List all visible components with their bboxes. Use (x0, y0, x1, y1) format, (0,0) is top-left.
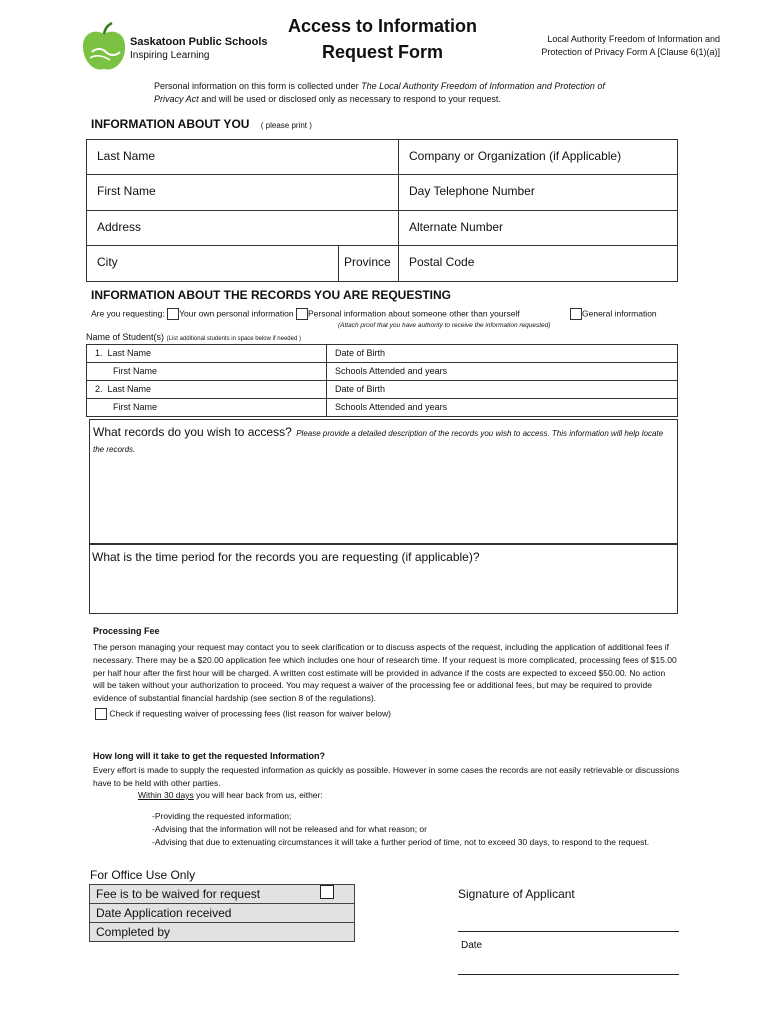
student2-dob-field[interactable]: Date of Birth (327, 381, 678, 399)
apple-logo-icon (80, 22, 128, 74)
alt-number-field[interactable]: Alternate Number (399, 211, 678, 246)
completed-by-row: Completed by (90, 923, 355, 942)
processing-fee-text: The person managing your request may contact you to seek clarification or to discuss aspects of the request, including the application of additional fees if necessary. There may be a $20.00 application fee which includes one hour of research time. If your request is more complicated, processing fees of $15.00 per half hour after the first hour will be charged. A written cost estimate will be provided in advance if the costs are expected to exceed $50.00. No action will be taken without your authorization to proceed. You may request a waiver of the processing fee or additional fees, but may be required to provide evidence of substantial financial hardship (see section 8 of the regulations). (93, 642, 677, 704)
student2-last-name-field[interactable]: 2. Last Name (87, 381, 327, 399)
postal-code-field[interactable]: Postal Code (399, 246, 678, 282)
province-field[interactable]: Province (339, 246, 399, 282)
attach-proof-note: (Attach proof that you have authority to receive the information requested) (338, 322, 551, 329)
office-use-table (89, 884, 355, 942)
general-info-checkbox[interactable] (570, 308, 582, 320)
general-info-option: General information (570, 308, 657, 320)
signature-label: Signature of Applicant (458, 887, 575, 901)
student1-last-name-field[interactable]: 1. Last Name (87, 345, 327, 363)
fee-waiver-option: Check if requesting waiver of processing fees (list reason for waiver below) (95, 708, 391, 720)
students-table (86, 344, 678, 417)
last-name-field[interactable]: Last Name (87, 140, 399, 175)
city-field[interactable]: City (87, 246, 339, 282)
records-description-box[interactable]: What records do you wish to access? Please provide a detailed description of the records you wish to access. This information will help locate the records. (89, 419, 678, 544)
requesting-options: Are you requesting: Your own personal information Personal information about someone other than yourself (91, 308, 520, 319)
processing-fee-heading: Processing Fee (93, 626, 160, 636)
student2-schools-field[interactable]: Schools Attended and years (327, 399, 678, 417)
other-info-checkbox[interactable] (296, 308, 308, 320)
section-heading-applicant: INFORMATION ABOUT YOU ( please print ) (91, 117, 312, 131)
first-name-field[interactable]: First Name (87, 175, 399, 211)
page-title: Access to Information Request Form (287, 16, 478, 62)
applicant-table (86, 139, 678, 282)
students-label: Name of Student(s) (List additional students in space below if needed ) (86, 332, 301, 342)
student1-schools-field[interactable]: Schools Attended and years (327, 363, 678, 381)
date-line[interactable] (458, 974, 679, 975)
student2-first-name-field[interactable]: First Name (87, 399, 327, 417)
privacy-notice: Personal information on this form is collected under The Local Authority Freedom of Information and Protection of Privacy Act and will be used or disclosed only as necessary to respond to your request. (154, 81, 605, 104)
school-logo (80, 22, 260, 74)
time-period-box[interactable]: What is the time period for the records you are requesting (if applicable)? (89, 544, 678, 614)
fee-waived-row: Fee is to be waived for request (90, 885, 355, 904)
signature-line[interactable] (458, 931, 679, 932)
section-heading-records: INFORMATION ABOUT THE RECORDS YOU ARE REQUESTING (91, 288, 452, 302)
company-field[interactable]: Company or Organization (if Applicable) (399, 140, 678, 175)
own-info-checkbox[interactable] (167, 308, 179, 320)
within-30-days: Within 30 days you will hear back from us, either: (138, 790, 323, 800)
student1-dob-field[interactable]: Date of Birth (327, 345, 678, 363)
timeline-text: Every effort is made to supply the requested information as quickly as possible. However in some cases the records are not easily retrievable or discussions have to be held with other parties. (93, 765, 680, 788)
date-label: Date (461, 940, 483, 951)
timeline-heading: How long will it take to get the requested Information? (93, 751, 326, 761)
day-phone-field[interactable]: Day Telephone Number (399, 175, 678, 211)
fee-waiver-checkbox[interactable] (95, 708, 107, 720)
student1-first-name-field[interactable]: First Name (87, 363, 327, 381)
timeline-outcomes: -Providing the requested information; -Advising that the information will not be released and for what reason; or -Advising that due to extenuating circumstances it will take a further period of time, not to exceed 30 days, to respond to the request. (152, 811, 650, 847)
authority-reference: Local Authority Freedom of Information and Protection of Privacy Form A [Clause 6(1)(a)] (541, 34, 720, 57)
logo-school-name: Saskatoon Public Schools (130, 36, 268, 48)
office-fee-waived-checkbox[interactable] (320, 885, 334, 899)
address-field[interactable]: Address (87, 211, 399, 246)
date-received-row: Date Application received (90, 904, 355, 923)
office-use-heading: For Office Use Only (90, 868, 196, 882)
logo-tagline: Inspiring Learning (130, 50, 210, 61)
